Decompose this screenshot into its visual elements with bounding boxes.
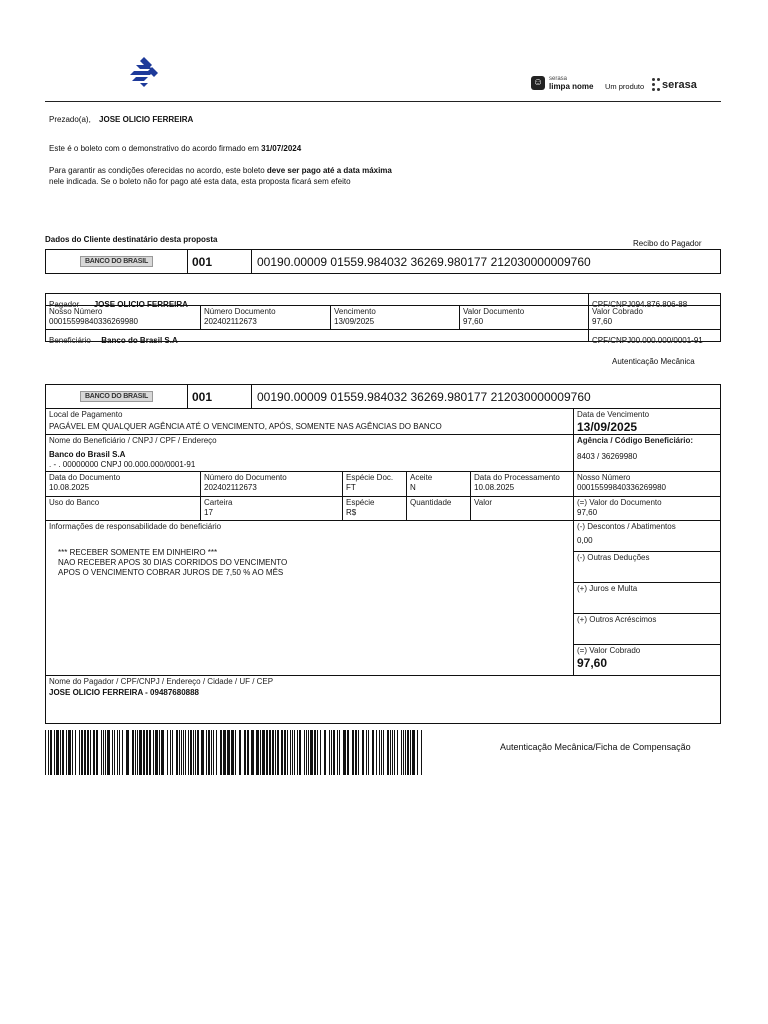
cpf-benef-value: CPF/CNPJ00.000.000/0001-91 — [592, 336, 703, 345]
bank-code: 001 — [192, 255, 213, 269]
outras-deducoes-cell — [574, 552, 721, 583]
slip-bank-code: 001 — [192, 390, 213, 404]
slip-num-doc-value: 202402112673 — [204, 483, 257, 492]
receipt-label: Recibo do Pagador — [633, 239, 702, 248]
receipt-header-bar — [45, 249, 721, 274]
slip-valor-cobrado-value: 97,60 — [577, 656, 608, 670]
code-divider — [251, 250, 252, 273]
quantidade-label: Quantidade — [410, 498, 452, 507]
uso-banco-cell — [46, 497, 201, 521]
digitable-line[interactable]: 00190.00009 01559.984032 36269.980177 212030000009760 — [257, 255, 591, 269]
data-venc-label: Data de Vencimento — [577, 410, 650, 419]
outras-deducoes-label: (-) Outras Deduções — [577, 553, 650, 562]
uso-banco-label: Uso do Banco — [49, 498, 100, 507]
greeting — [49, 115, 193, 124]
bb-logo-icon — [126, 55, 162, 91]
quantidade-cell — [407, 497, 471, 521]
data-proc-label: Data do Processamento — [474, 473, 560, 482]
autenticacao-mecanica: Autenticação Mecânica — [612, 357, 695, 366]
acrescimos-cell — [574, 614, 721, 645]
nosso-numero-label: Nosso Número — [49, 307, 103, 316]
ficha-compensacao-label: Autenticação Mecânica/Ficha de Compensação — [500, 742, 691, 752]
data-doc-value: 10.08.2025 — [49, 483, 90, 492]
info-line: *** RECEBER SOMENTE EM DINHEIRO *** — [58, 548, 218, 557]
receipt-section-title: Dados do Cliente destinatário desta proposta — [45, 235, 218, 244]
juros-label: (+) Juros e Multa — [577, 584, 638, 593]
serasa-logo — [652, 78, 697, 92]
serasa-small-text: serasa — [549, 76, 568, 82]
especie-label: Espécie — [346, 498, 375, 507]
receipt-data-table — [45, 293, 721, 345]
especie-doc-label: Espécie Doc. — [346, 473, 394, 482]
client-name: JOSE OLICIO FERREIRA — [99, 115, 194, 124]
acrescimos-label: (+) Outros Acréscimos — [577, 615, 657, 624]
bank-logo-text: BANCO DO BRASIL — [80, 256, 153, 267]
data-proc-cell — [471, 472, 574, 497]
intro-line-1 — [49, 144, 301, 153]
aceite-cell — [407, 472, 471, 497]
limpa-nome-text: limpa nome — [549, 82, 594, 91]
descontos-cell — [574, 521, 721, 552]
carteira-label: Carteira — [204, 498, 233, 507]
cpf-benef-cell — [589, 330, 721, 345]
payer-name: JOSE OLICIO FERREIRA — [93, 300, 188, 309]
bank-logo — [46, 250, 188, 273]
nome-benef-cell — [46, 435, 574, 472]
slip-nosso-numero-cell — [574, 472, 721, 497]
agencia-label: Agência / Código Beneficiário: — [577, 436, 694, 445]
nosso-numero-cell — [46, 306, 201, 330]
valor-doc-cell — [460, 306, 589, 330]
beneficiario-cell — [46, 330, 589, 345]
especie-cell — [343, 497, 407, 521]
product-text: Um produto — [605, 82, 645, 91]
slip-nosso-numero-label: Nosso Número — [577, 473, 631, 482]
intro-line-1-text: Este é o boleto com o demonstrativo do acordo firmado em — [49, 144, 259, 153]
intro-line-2 — [49, 166, 392, 175]
smile-icon: ☺ — [532, 77, 544, 88]
agencia-value: 8403 / 36269980 — [577, 452, 638, 461]
descontos-value: 0,00 — [577, 536, 593, 545]
slip-valor-doc-label: (=) Valor do Documento — [577, 498, 662, 507]
valor-doc-value: 97,60 — [463, 317, 484, 326]
slip-bank-logo — [46, 385, 188, 408]
info-cell — [46, 521, 574, 676]
carteira-value: 17 — [204, 508, 213, 517]
slip-digitable-line[interactable]: 00190.00009 01559.984032 36269.980177 212030000009760 — [257, 390, 591, 404]
especie-doc-value: FT — [346, 483, 356, 492]
slip-num-doc-cell — [201, 472, 343, 497]
num-doc-value: 202402112673 — [204, 317, 257, 326]
slip-code-divider — [251, 385, 252, 408]
carteira-cell — [201, 497, 343, 521]
valor-cobrado-value: 97,60 — [592, 317, 613, 326]
info-line: APOS O VENCIMENTO COBRAR JUROS DE 7,50 % AO MÊS — [58, 568, 284, 577]
data-proc-value: 10.08.2025 — [474, 483, 515, 492]
nome-benef-label: Nome do Beneficiário / CNPJ / CPF / Endereço — [49, 436, 217, 445]
data-venc-value: 13/09/2025 — [577, 420, 638, 434]
slip-valor-cobrado-label: (=) Valor Cobrado — [577, 646, 641, 655]
especie-doc-cell — [343, 472, 407, 497]
cpf-label: CPF/CNPJ — [592, 300, 632, 309]
local-pagamento-cell — [46, 409, 574, 435]
serasa-dots-icon — [652, 78, 660, 92]
slip-num-doc-label: Número do Documento — [204, 473, 287, 482]
cpf-value: 094.876.806-88 — [631, 300, 688, 309]
nosso-numero-value: 00015599840336269980 — [49, 317, 138, 326]
slip-header-bar — [45, 384, 721, 409]
slip-bank-logo-text: BANCO DO BRASIL — [80, 391, 153, 402]
beneficiario-label: Beneficiário — [49, 336, 91, 345]
slip-valor-doc-value: 97,60 — [577, 508, 598, 517]
valor-doc-label: Valor Documento — [463, 307, 525, 316]
pagador-cell — [46, 676, 721, 724]
data-venc-cell — [574, 409, 721, 435]
data-doc-label: Data do Documento — [49, 473, 121, 482]
local-pagamento-label: Local de Pagamento — [49, 410, 123, 419]
data-doc-cell — [46, 472, 201, 497]
num-doc-label: Número Documento — [204, 307, 276, 316]
cpf-cell — [589, 294, 721, 309]
aceite-value: N — [410, 483, 416, 492]
benef-cnpj-value: . - . 00000000 CNPJ 00.000.000/0001-91 — [49, 460, 196, 469]
beneficiario-value: Banco do Brasil S.A — [101, 336, 178, 345]
nome-benef-value: Banco do Brasil S.A — [49, 450, 126, 459]
aceite-label: Aceite — [410, 473, 433, 482]
serasa-limpa-nome-logo — [531, 75, 593, 91]
valor-label: Valor — [474, 498, 493, 507]
slip-valor-doc-cell — [574, 497, 721, 521]
valor-cobrado-label: Valor Cobrado — [592, 307, 643, 316]
barcode — [45, 730, 422, 775]
payer-label: Pagador — [49, 300, 80, 309]
num-doc-cell — [201, 306, 331, 330]
especie-value: R$ — [346, 508, 357, 517]
local-pagamento-value: PAGÁVEL EM QUALQUER AGÊNCIA ATÉ O VENCIMENTO, APÓS, SOMENTE NAS AGÊNCIAS DO BANCO — [49, 422, 442, 431]
info-line: NAO RECEBER APOS 30 DIAS CORRIDOS DO VENCIMENTO — [58, 558, 288, 567]
barcode-icon — [45, 730, 422, 775]
intro-line-2-bold: deve ser pago até a data máxima — [266, 166, 392, 175]
slip-nosso-numero-value: 00015599840336269980 — [577, 483, 666, 492]
valor-cobrado-cell — [589, 306, 721, 330]
intro-line-2-text: Para garantir as condições oferecidas no acordo, este boleto — [49, 166, 265, 175]
slip-valor-cobrado-cell — [574, 645, 721, 676]
pagador-value: JOSE OLICIO FERREIRA - 09487680888 — [49, 688, 199, 697]
valor-cell — [471, 497, 574, 521]
vencimento-cell — [331, 306, 460, 330]
serasa-wordmark: serasa — [662, 79, 697, 91]
descontos-label: (-) Descontos / Abatimentos — [577, 522, 676, 531]
bb-logo — [126, 55, 162, 91]
juros-cell — [574, 583, 721, 614]
payer-cell — [46, 294, 589, 309]
greeting-label: Prezado(a), — [49, 115, 91, 124]
agreement-date: 31/07/2024 — [261, 144, 302, 153]
header-divider — [45, 101, 721, 102]
agencia-cell — [574, 435, 721, 472]
pagador-label: Nome do Pagador / CPF/CNPJ / Endereço / Cidade / UF / CEP — [49, 677, 274, 686]
intro-line-3: nele indicada. Se o boleto não for pago até esta data, esta proposta ficará sem efeito — [49, 177, 351, 186]
slip-body — [45, 408, 721, 724]
info-label: Informações de responsabilidade do beneficiário — [49, 522, 222, 531]
vencimento-value: 13/09/2025 — [334, 317, 375, 326]
vencimento-label: Vencimento — [334, 307, 376, 316]
